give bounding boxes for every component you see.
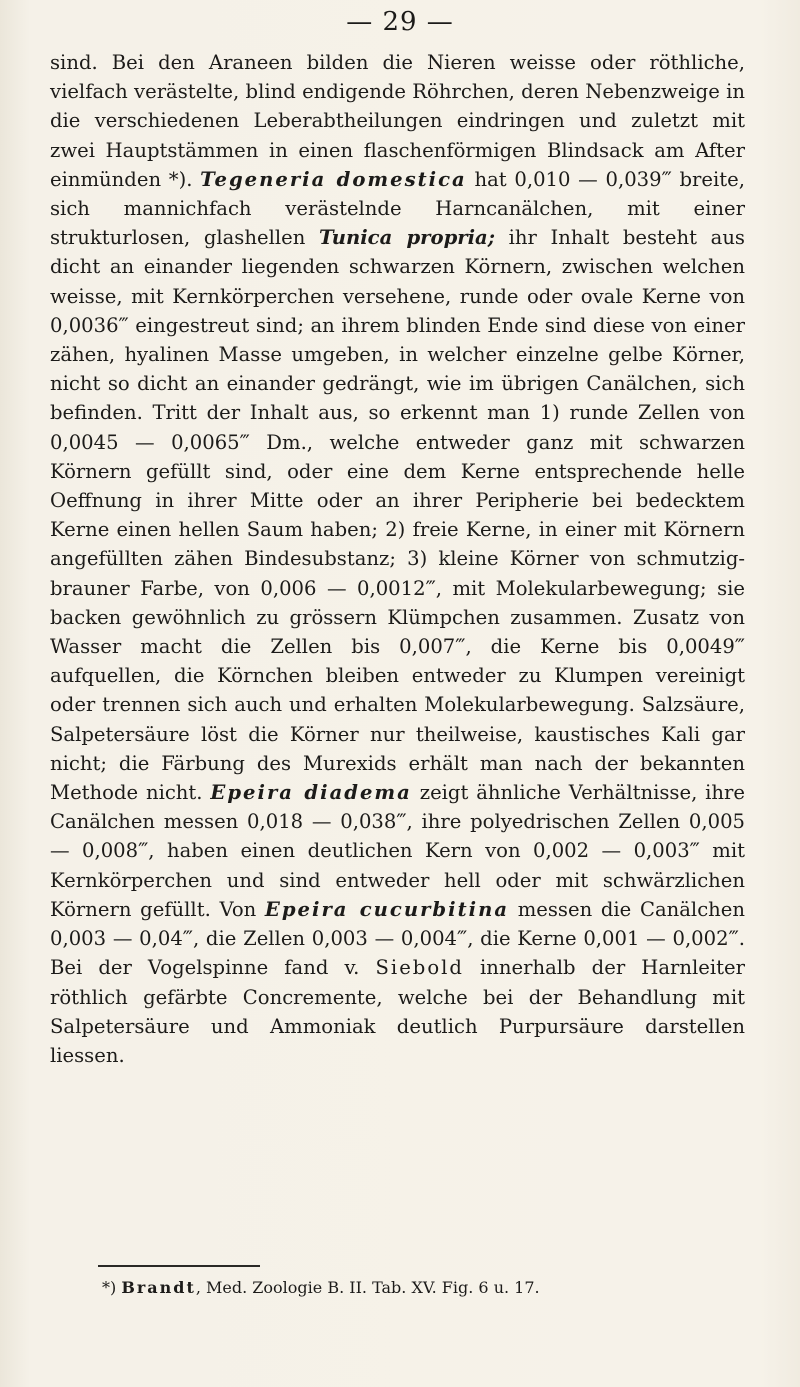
text-run-3: ihr Inhalt besteht aus dicht an einander liegenden schwarzen Körnern, zwischen welchen weisse, mit Kernkörperchen versehene, runde oder ovale Kerne von 0,0036‴ eingestreut sind; an ihrem blinden Ende sind diese von einer zähen, hyalinen Masse umgeben, in welcher einzelne gelbe Körner, nicht so dicht an einander gedrängt, wie im übrigen Canälchen, sich befinden. Tritt der Inhalt aus, so erkennt man 1) runde Zellen von 0,0045 — 0,0065‴ Dm., welche entweder ganz mit schwarzen Körnern gefüllt sind, oder eine dem Kerne entsprechende helle Oeffnung in ihrer Mitte oder an ihrer Peripherie bei bedecktem Kerne einen hellen Saum haben; 2) freie Kerne, in einer mit Körnern angefüllten zähen Bindesubstanz; 3) kleine Körner von schmutzig-brauner Farbe, von 0,006 — 0,0012‴, mit Molekularbewegung; sie backen gewöhnlich zu grössern Klümpchen zusammen. Zusatz von Wasser macht die Zellen bis 0,007‴, die Kerne bis 0,0049‴ aufquellen, die Körnchen bleiben entweder zu Klumpen vereinigt oder trennen sich auch und erhalten Molekularbewegung. Salzsäure, Salpetersäure löst die Körner nur theilweise, kaustisches Kali gar nicht; die Färbung des Murexids erhält man nach der bekannten Methode nicht. <box>50 226 745 805</box>
footnote-author: Brandt <box>121 1278 196 1297</box>
text-run-5: messen die Canälchen 0,003 — 0,04‴, die Zellen 0,003 — 0,004‴, die Kerne 0,001 — 0,002‴. Bei der Vogelspinne fand v. <box>50 897 746 980</box>
footnote <box>102 1276 742 1300</box>
text-run-2: hat 0,010 — 0,039‴ breite, sich mannichfach verästelnde Harncanälchen, mit einer strukturlosen, glashellen <box>50 167 745 250</box>
text-run-6: innerhalb der Harnleiter röthlich gefärbte Concremente, welche bei der Behandlung mit Salpetersäure und Ammoniak deutlich Purpursäure darstellen liessen. <box>50 956 745 1067</box>
species-tegeneria-domestica: Tegeneria domestica <box>200 167 467 191</box>
footnote-text: , Med. Zoologie B. II. Tab. XV. Fig. 6 u. 17. <box>195 1278 540 1297</box>
page-number: — 29 — <box>346 7 454 37</box>
footnote-mark: *) <box>102 1278 122 1297</box>
text-run-1: sind. Bei den Araneen bilden die Nieren weisse oder röthliche, vielfach verästelte, blind endigende Röhrchen, deren Nebenzweige in die verschiedenen Leberabtheilungen eindringen und zuletzt mit zwei Hauptstämmen in einen flaschenförmigen Blindsack am After einmünden *). <box>50 51 745 191</box>
paragraph-text <box>50 48 745 1070</box>
author-siebold: Siebold <box>375 956 464 980</box>
species-epeira-cucurbitina: Epeira cucurbitina <box>264 897 510 921</box>
footnote-divider <box>98 1265 260 1267</box>
main-paragraph <box>50 48 745 1070</box>
term-tunica-propria: Tunica propria; <box>318 226 495 250</box>
species-epeira-diadema: Epeira diadema <box>210 781 412 805</box>
text-run-4: zeigt ähnliche Verhältnisse, ihre Canälchen messen 0,018 — 0,038‴, ihre polyedrischen Zellen 0,005 — 0,008‴, haben einen deutlichen Kern von 0,002 — 0,003‴ mit Kernkörperchen und sind entweder hell oder mit schwärzlichen Körnern gefüllt. Von <box>50 781 746 921</box>
